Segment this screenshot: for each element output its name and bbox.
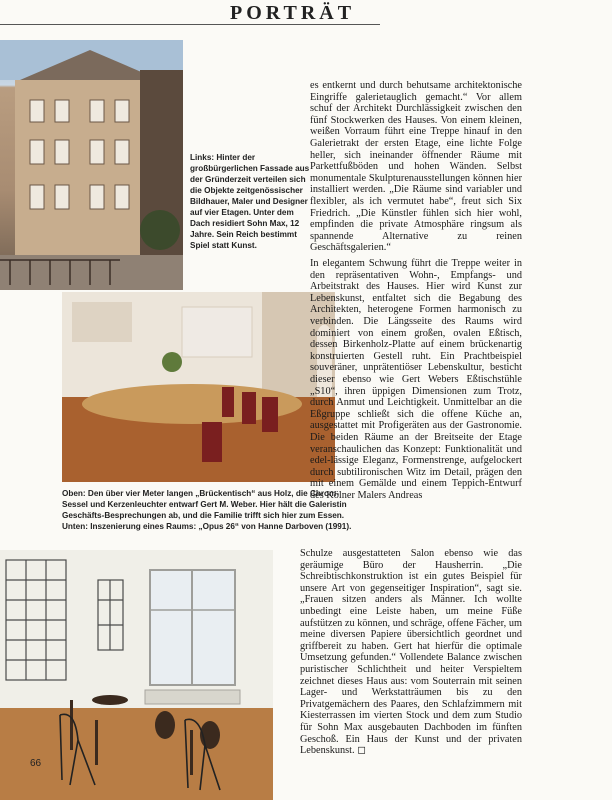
article-paragraph-3: Schulze ausgestatteten Salon ebenso wie das geräumige Büro der Hausherrin. „Die Schreibtischkonstruktion ist ein gutes Beispiel für unsere Art von gegenseitiger Inspiration“, sagt sie. „Frauen sitzen anders als Männer. Ich wollte unbedingt eine Leiste haben, um meine Füße aufstützen zu können, und schräge, offene Fächer, um meine diversen Papiere übersichtlich geordnet und griffbereit zu haben. Gert hat hierfür die optimale Umsetzung gefunden.“ Vollendete Balance zwischen puristischer Schlichtheit und heiter Verspieltem zeichnet dieses Haus aus: vom Souterrain mit seinen Lager- und Werkstatträumen bis zu den Privatgemächern des Paares, den Schlafzimmern mit Kiesterrassen im vierten Stock und dem zum Studio für Sohn Max ausgebauten Dachboden im fünften Geschoß. Ein Haus der Kunst und der privaten Lebenskunst. ◻	[300, 548, 522, 757]
dining-caption-oben: Oben: Den über vier Meter langen „Brückentisch“ aus Holz, die Chrom-Sessel und Kerzenleuchter entwarf Gert M. Weber. Hier hält die Galeristin Geschäfts-Besprechungen ab, und die Familie trifft sich hier zum Essen.	[62, 489, 347, 520]
page-number: 66	[30, 758, 42, 769]
dining-caption-unten: Unten: Inszenierung eines Raums: „Opus 26“ von Hanne Darboven (1991).	[62, 522, 352, 531]
dining-caption	[62, 488, 352, 532]
dining-photo	[62, 292, 335, 482]
article-paragraph-2: In elegantem Schwung führt die Treppe weiter in den repräsentativen Wohn-, Empfangs- und Arbeitstrakt des Hauses. Hier wird Kunst zur Lebenskunst, entfaltet sich die Begabung des Architekten, heterogene Formen harmonisch zu verbinden. Die Längsseite des Raums wird dominiert von einem großen, ovalen Eßtisch, dessen Birkenholz-Platte auf einem brückenartig konstruierten Gestell ruht. Ein Prachtbeispiel souveräner, unprätentiöser Lebenskultur, besticht dieser ebenso wie Gert Webers Eßtischstühle „S10“, ihren üppigen Dimensionen zum Trotz, durch Anmut und Leichtigkeit. Unmittelbar an die Eßgruppe schließt sich die offene Küche an, ausgestattet mit Profigeräten aus der Gastronomie. Die beiden Räume an der Breitseite der Etage veranschaulichen das Konzept: Funktionalität und edel-lässige Eleganz, Formenstrenge, aufgelockert durch subtilironischen Witz im Detail, prägen den mit einem Gemälde und einem Teppich-Entwurf des Kölner Malers Andreas	[310, 258, 522, 501]
header-rule	[0, 24, 380, 25]
page-header: PORTRÄT	[230, 2, 356, 24]
facade-caption: Links: Hinter der großbürgerlichen Fassade aus der Gründerzeit verteilen sich die Objekte zeitgenössischer Bildhauer, Maler und Designer auf vier Etagen. Unter dem Dach residiert Sohn Max, 12 Jahre. Sein Reich bestimmt Spiel statt Kunst.	[190, 153, 310, 250]
dining-illustration	[62, 292, 335, 482]
facade-photo	[0, 40, 183, 290]
facade-illustration	[0, 40, 183, 290]
article-paragraph-1: es entkernt und durch behutsame architektonische Eingriffe galerietauglich gemacht.“ Vor allem schuf der Architekt Durchlässigkeit zwischen den fünf Stockwerken des Hauses. Von einem kleinen, weißen Vorraum führt eine Treppe hinauf in den Galerietrakt der ersten Etage, eine lichte Folge heller, sich ineinander öffnender Räume mit Parkettfußböden und hohen Wänden. Selbst monumentale Skulpturenausstellungen können hier installiert werden. „Die Räume sind variabler und flexibler, als ich vermutet habe“, freut sich Six Friedrich. „Die Künstler fühlen sich hier wohl, empfinden die private Atmosphäre ringsum als spannende Alternative zu reinen Geschäftsgalerien.“	[310, 80, 522, 254]
